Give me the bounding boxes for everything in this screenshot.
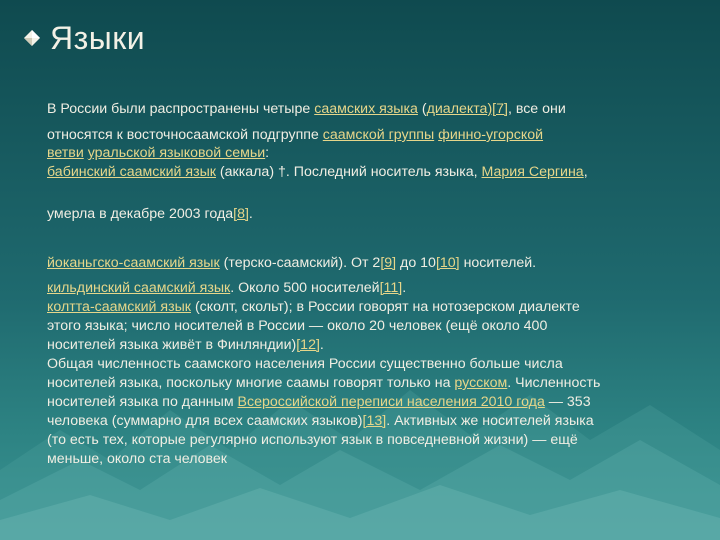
diamond-bullet-icon bbox=[24, 30, 40, 46]
link-census-2010[interactable]: Всероссийской переписи населения 2010 года bbox=[237, 394, 545, 410]
text: носителей языка живёт в Финляндии) bbox=[47, 337, 297, 353]
text: человека (суммарно для всех саамских языков) bbox=[47, 413, 363, 429]
paragraph-line bbox=[47, 164, 588, 182]
paragraph-line bbox=[47, 255, 536, 273]
slide-title-text: Языки bbox=[50, 19, 146, 56]
link-finno-ugric[interactable]: финно-угорской bbox=[438, 127, 544, 143]
link-dialect[interactable]: диалекта)[7] bbox=[426, 101, 508, 117]
link-ref-11[interactable]: [11] bbox=[379, 280, 403, 296]
text: умерла в декабре 2003 года bbox=[47, 206, 234, 222]
link-ref-8[interactable]: [8] bbox=[233, 206, 249, 222]
paragraph-line bbox=[47, 318, 547, 336]
text: — 353 bbox=[544, 394, 591, 410]
link-babino-saami[interactable]: бабинский саамский язык bbox=[47, 164, 216, 180]
paragraph-line bbox=[47, 299, 580, 317]
paragraph-line bbox=[47, 145, 269, 163]
paragraph-line bbox=[47, 337, 324, 355]
link-branch[interactable]: ветви bbox=[47, 145, 84, 161]
text: относятся к восточносаамской подгруппе bbox=[47, 127, 323, 143]
link-saami-group[interactable]: саамской группы bbox=[322, 127, 435, 143]
text: , все они bbox=[507, 101, 566, 117]
link-maria-sergina[interactable]: Мария Сергина bbox=[481, 164, 584, 180]
text: : bbox=[265, 145, 270, 161]
link-uralic-family[interactable]: уральской языковой семьи bbox=[87, 145, 266, 161]
link-ref-10[interactable]: [10] bbox=[435, 255, 460, 271]
link-ter-saami[interactable]: йоканьгско-саамский язык bbox=[47, 255, 220, 271]
paragraph-line bbox=[47, 101, 566, 119]
text: . bbox=[248, 206, 253, 222]
text: носителей языка, поскольку многие саамы говорят только на bbox=[47, 375, 455, 391]
text: . Около 500 носителей bbox=[230, 280, 380, 296]
text: (сколт, скольт); в России говорят на нотозерском диалекте bbox=[191, 299, 580, 315]
link-russian[interactable]: русском bbox=[454, 375, 508, 391]
paragraph-line bbox=[47, 375, 600, 393]
link-kildin-saami[interactable]: кильдинский саамский язык bbox=[47, 280, 231, 296]
paragraph-line bbox=[47, 394, 591, 412]
slide-title bbox=[24, 18, 145, 58]
paragraph-line bbox=[47, 127, 543, 145]
text: до 10 bbox=[396, 255, 436, 271]
paragraph-line bbox=[47, 451, 227, 469]
paragraph-line bbox=[47, 413, 594, 431]
text: . Численность bbox=[507, 375, 601, 391]
text: этого языка; число носителей в России — около 20 человек (ещё около 400 bbox=[47, 318, 548, 334]
text: В России были распространены четыре bbox=[47, 101, 315, 117]
text: (то есть тех, которые регулярно используют язык в повседневной жизни) — ещё bbox=[47, 432, 578, 448]
link-saami-languages[interactable]: саамских языка bbox=[314, 101, 418, 117]
text: . Активных же носителей языка bbox=[386, 413, 594, 429]
link-ref-12[interactable]: [12] bbox=[296, 337, 320, 353]
text: носителей языка по данным bbox=[47, 394, 238, 410]
text: ( bbox=[417, 101, 427, 117]
paragraph-line bbox=[47, 356, 563, 374]
text: (аккала) †. Последний носитель языка, bbox=[215, 164, 482, 180]
text: носителей. bbox=[459, 255, 537, 271]
text: (терско-саамский). От 2 bbox=[219, 255, 381, 271]
paragraph-line bbox=[47, 206, 253, 224]
paragraph-line bbox=[47, 280, 406, 298]
text: Общая численность саамского населения России существенно больше числа bbox=[47, 356, 563, 372]
text: . bbox=[402, 280, 407, 296]
text: меньше, около ста человек bbox=[47, 451, 228, 467]
link-skolt-saami[interactable]: колтта-саамский язык bbox=[47, 299, 191, 315]
text: . bbox=[319, 337, 324, 353]
text: , bbox=[583, 164, 588, 180]
paragraph-line bbox=[47, 432, 578, 450]
link-ref-9[interactable]: [9] bbox=[380, 255, 397, 271]
link-ref-13[interactable]: [13] bbox=[362, 413, 387, 429]
